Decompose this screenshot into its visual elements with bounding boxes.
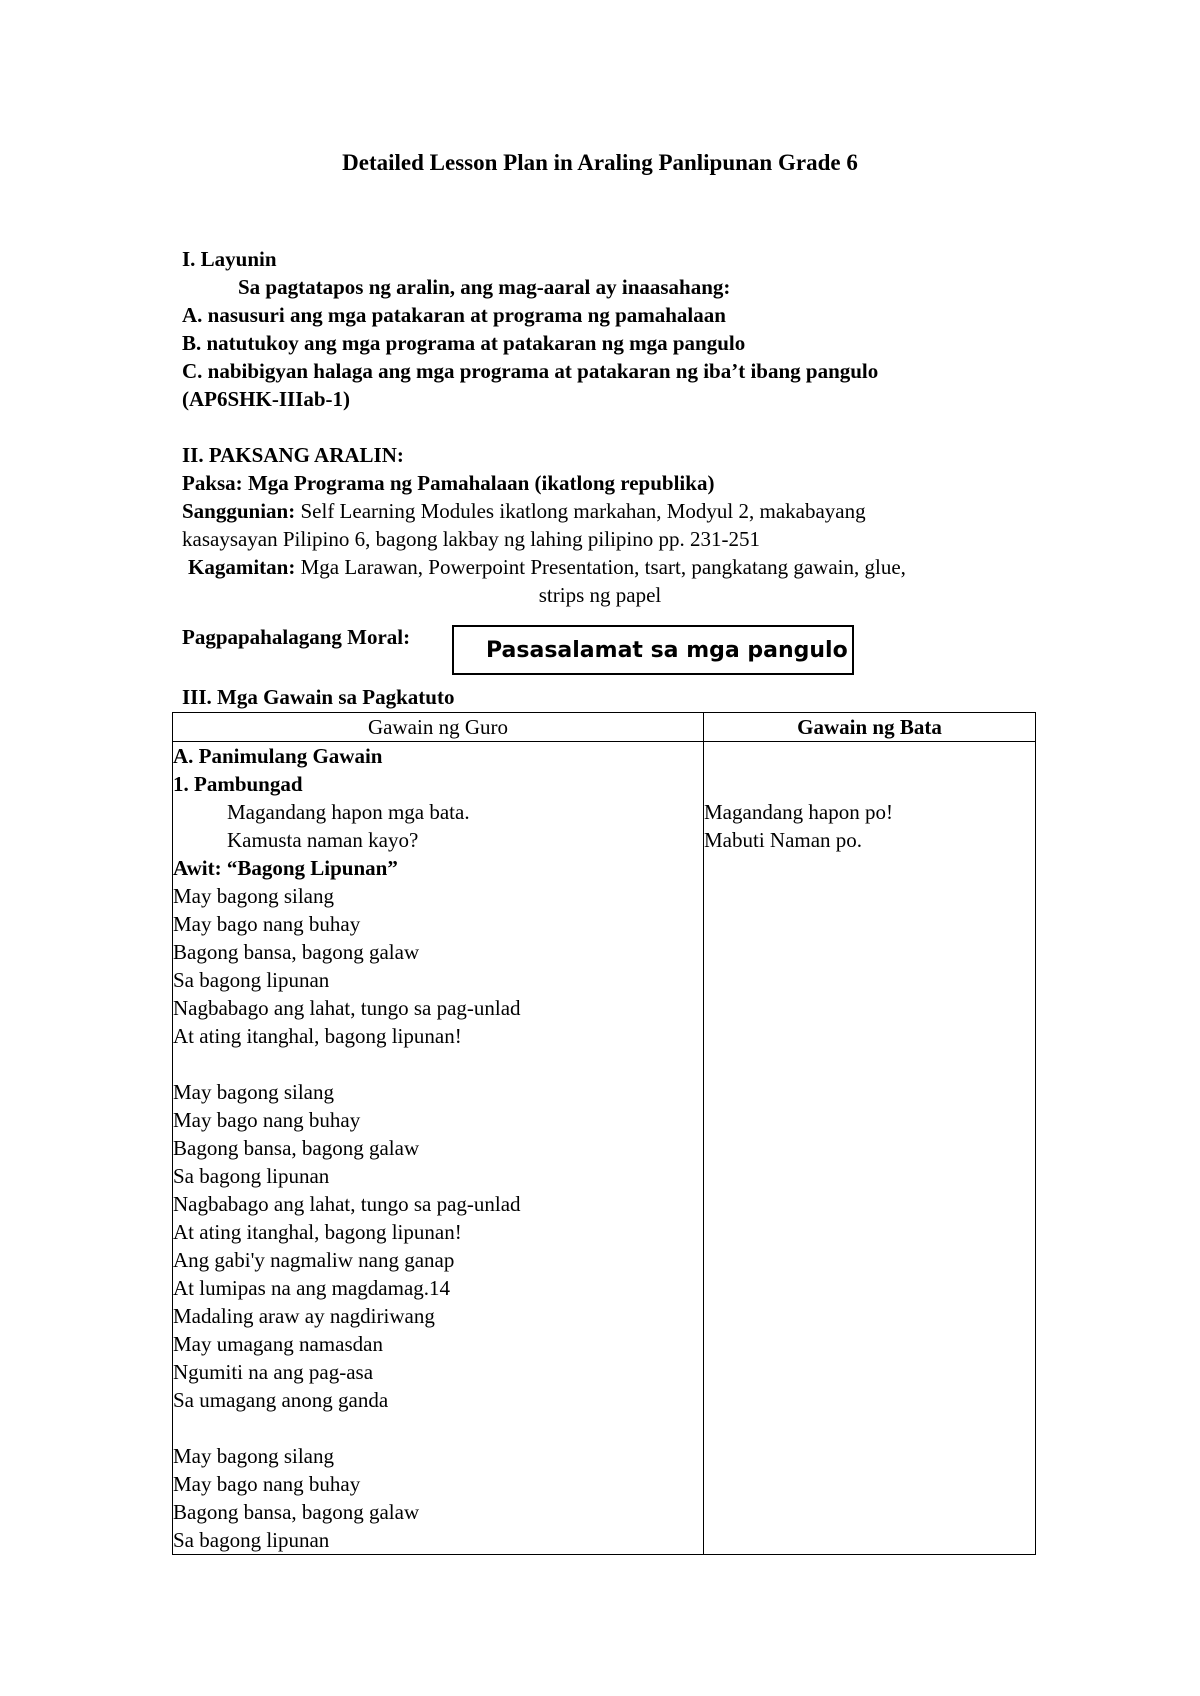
lyric-line: May bago nang buhay — [173, 1472, 361, 1496]
gawain-heading: III. Mga Gawain sa Pagkatuto — [182, 685, 455, 709]
column-header-student: Gawain ng Bata — [704, 713, 1036, 742]
lyric-line: Bagong bansa, bagong galaw — [173, 1136, 420, 1160]
lyric-line: Ang gabi'y nagmaliw nang ganap — [173, 1248, 455, 1272]
sanggunian-value: Self Learning Modules ikatlong markahan, Modyul 2, makabayang — [300, 499, 866, 523]
lyric-line: Bagong bansa, bagong galaw — [173, 940, 420, 964]
layunin-code: (AP6SHK-IIIab-1) — [182, 387, 351, 411]
layunin-item-b: B. natutukoy ang mga programa at patakaran ng mga pangulo — [182, 331, 746, 355]
layunin-item-a: A. nasusuri ang mga patakaran at programa ng pamahalaan — [182, 303, 726, 327]
layunin-heading: I. Layunin — [182, 247, 277, 271]
section-heading: A. Panimulang Gawain — [173, 744, 383, 768]
student-activities-cell — [704, 742, 1036, 1555]
layunin-item-c: C. nabibigyan halaga ang mga programa at patakaran ng iba’t ibang pangulo — [182, 359, 879, 383]
lyric-line: At ating itanghal, bagong lipunan! — [173, 1024, 462, 1048]
sanggunian-line — [182, 497, 866, 525]
lyric-line: May bagong silang — [173, 1080, 334, 1104]
sanggunian-label: Sanggunian: — [182, 499, 296, 523]
lyric-line: At lumipas na ang magdamag.14 — [173, 1276, 451, 1300]
moral-value-box: Pasasalamat sa mga pangulo — [452, 625, 854, 675]
paksa-label: Paksa: — [182, 471, 243, 495]
column-header-teacher: Gawain ng Guro — [173, 713, 704, 742]
lyric-line: Sa bagong lipunan — [173, 1528, 330, 1552]
lyric-line: May bagong silang — [173, 1444, 334, 1468]
lyric-line: May bagong silang — [173, 884, 334, 908]
activities-table — [172, 712, 1036, 1555]
paksa-line — [182, 469, 714, 497]
lyric-line: At ating itanghal, bagong lipunan! — [173, 1220, 462, 1244]
spacer-row — [704, 742, 1035, 770]
lyric-line: May bago nang buhay — [173, 912, 361, 936]
stanza-gap — [173, 1414, 703, 1442]
sanggunian-value-cont: kasaysayan Pilipino 6, bagong lakbay ng lahing pilipino pp. 231-251 — [182, 527, 761, 551]
lyric-line: Ngumiti na ang pag-asa — [173, 1360, 374, 1384]
lyric-line: Nagbabago ang lahat, tungo sa pag-unlad — [173, 1192, 521, 1216]
spacer-row — [704, 770, 1035, 798]
kagamitan-value: Mga Larawan, Powerpoint Presentation, tsart, pangkatang gawain, glue, — [300, 555, 906, 579]
lyric-line: Sa umagang anong ganda — [173, 1388, 389, 1412]
kagamitan-value-cont: strips ng papel — [538, 583, 662, 607]
student-reply-1: Magandang hapon po! — [704, 800, 893, 824]
student-reply-2: Mabuti Naman po. — [704, 828, 863, 852]
teacher-greeting-1: Magandang hapon mga bata. — [227, 800, 470, 824]
song-title: Awit: “Bagong Lipunan” — [173, 856, 398, 880]
teacher-activities-cell — [173, 742, 704, 1555]
document-title: Detailed Lesson Plan in Araling Panlipunan Grade 6 — [342, 150, 858, 175]
lyric-line: Madaling araw ay nagdiriwang — [173, 1304, 435, 1328]
kagamitan-label: Kagamitan: — [188, 555, 296, 579]
kagamitan-line — [188, 553, 906, 581]
lyric-line: Bagong bansa, bagong galaw — [173, 1500, 420, 1524]
paksa-value: Mga Programa ng Pamahalaan (ikatlong republika) — [247, 471, 715, 495]
stanza-gap — [173, 1050, 703, 1078]
lyric-line: May umagang namasdan — [173, 1332, 383, 1356]
moral-label: Pagpapahalagang Moral: — [182, 625, 411, 649]
subsection-heading: 1. Pambungad — [173, 772, 303, 796]
lyric-line: May bago nang buhay — [173, 1108, 361, 1132]
lyric-line: Sa bagong lipunan — [173, 1164, 330, 1188]
lyric-line: Nagbabago ang lahat, tungo sa pag-unlad — [173, 996, 521, 1020]
lyric-line: Sa bagong lipunan — [173, 968, 330, 992]
layunin-intro: Sa pagtatapos ng aralin, ang mag-aaral ay inaasahang: — [238, 275, 731, 299]
paksang-aralin-heading: II. PAKSANG ARALIN: — [182, 443, 404, 467]
teacher-greeting-2: Kamusta naman kayo? — [227, 828, 419, 852]
